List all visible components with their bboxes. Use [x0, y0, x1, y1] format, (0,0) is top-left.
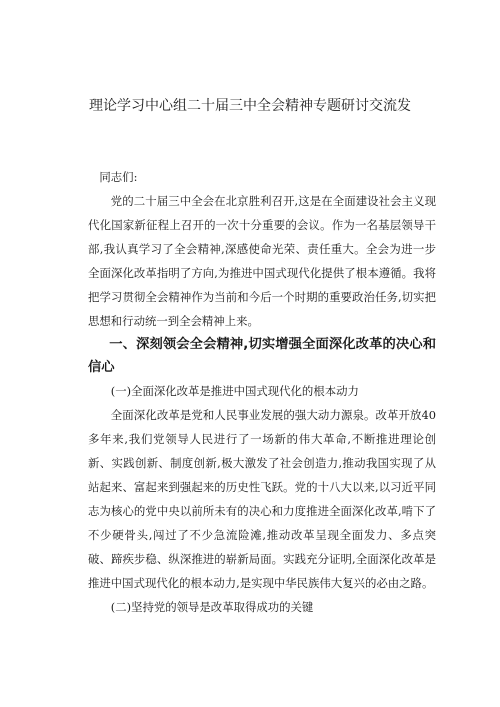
subsection-heading-1: (一)全面深化改革是推进中国式现代化的根本动力 — [110, 384, 359, 398]
salutation: 同志们: — [99, 170, 138, 184]
subsection-heading-2: (二)坚持党的领导是改革取得成功的关键 — [110, 600, 314, 614]
section-heading-1: 一、深刻领会全会精神,切实增强全面深化改革的决心和信心 — [88, 337, 436, 375]
body-paragraph-1: 全面深化改革是党和人民事业发展的强大动力源泉。改革开放40多年来,我们党领导人民进行了一场新的伟大革命,不断推进理论创新、实践创新、制度创新,极大激发了社会创造力,推动我国实现了从站起来、富起来到强起来的历史性飞跃。党的十八大以来,以习近平同志为核心的党中央以前所未有的决心和力度推进全面深化改革,啃下了不少硬骨头,闯过了不少急流险滩,推动改革呈现全面发力、多点突破、蹄疾步稳、纵深推进的崭新局面。实践充分证明,全面深化改革是推进中国式现代化的根本动力,是实现中华民族伟大复兴的必由之路。 — [88, 408, 436, 590]
intro-paragraph: 党的二十届三中全会在北京胜利召开,这是在全面建设社会主义现代化国家新征程上召开的一次十分重要的会议。作为一名基层领导干部,我认真学习了全会精神,深感使命光荣、责任重大。全会为进一步全面深化改革指明了方向,为推进中国式现代化提供了根本遵循。我将把学习贯彻全会精神作为当前和今后一个时期的重要政治任务,切实把思想和行动统一到全会精神上来。 — [88, 194, 436, 328]
document-body — [88, 165, 436, 619]
document-title: 理论学习中心组二十届三中全会精神专题研讨交流发 — [89, 98, 411, 114]
